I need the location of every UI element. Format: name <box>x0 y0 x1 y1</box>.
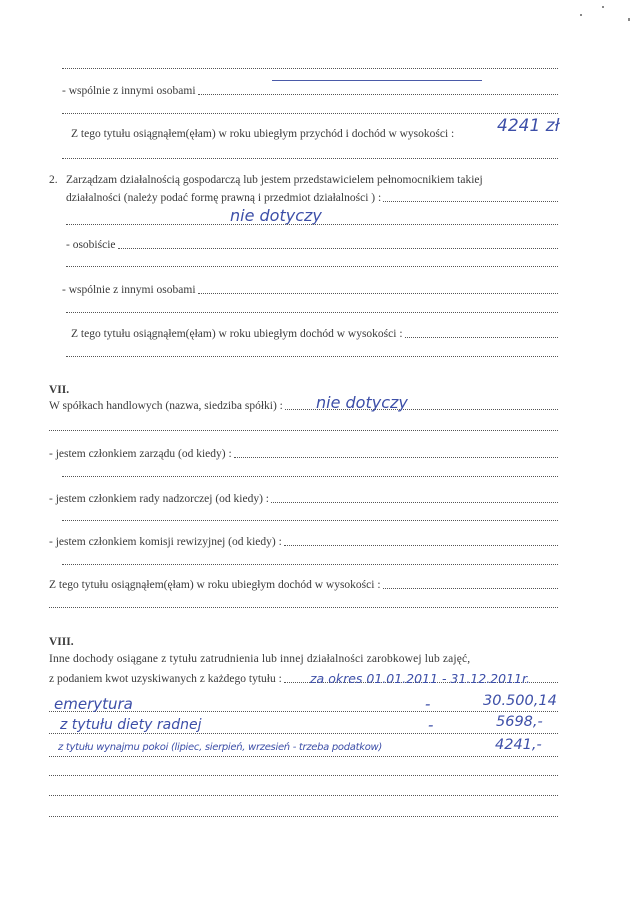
section-heading-vii: VII. <box>49 384 70 396</box>
row-dochod <box>71 327 560 341</box>
row-spolki <box>49 399 560 413</box>
empty-line <box>62 564 558 565</box>
row-rada <box>49 492 560 506</box>
entry-label: emerytura <box>54 695 133 713</box>
entry-amount: 5698,- <box>496 714 543 730</box>
label-spolki: W spółkach handlowych (nazwa, siedziba spółki) : <box>49 400 283 412</box>
section8-line2: z podaniem kwot uzyskiwanych z każdego tytułu : <box>49 673 282 685</box>
section2-row2 <box>66 191 560 205</box>
entry-line <box>49 733 558 734</box>
label-osobiscie: - osobiście <box>66 239 116 251</box>
label-zarzad: - jestem członkiem zarządu (od kiedy) : <box>49 448 232 460</box>
label-przychod: Z tego tytułu osiągnąłem(ęłam) w roku ubiegłym przychód i dochód w wysokości : <box>71 128 455 140</box>
handwritten-nie-dotyczy: nie dotyczy <box>230 206 322 225</box>
section-heading-viii: VIII. <box>49 636 74 648</box>
empty-line <box>62 158 558 159</box>
label-wspolnie: - wspólnie z innymi osobami <box>62 284 196 296</box>
empty-line <box>66 356 558 357</box>
empty-line <box>49 795 558 796</box>
handwritten-nie-dotyczy: nie dotyczy <box>316 393 408 412</box>
empty-line <box>62 476 558 477</box>
entry-amount: 30.500,14 <box>483 693 557 709</box>
empty-line <box>62 113 558 114</box>
empty-line <box>49 816 558 817</box>
scan-speck <box>628 18 630 21</box>
label-dochod: Z tego tytułu osiągnąłem(ęłam) w roku ubiegłym dochód w wysokości : <box>49 579 381 591</box>
row-wspolnie-top <box>62 84 560 98</box>
empty-line <box>66 312 558 313</box>
label-rada: - jestem członkiem rady nadzorczej (od kiedy) : <box>49 493 270 505</box>
entry-label: z tytułu wynajmu pokoi (lipiec, sierpień, wrzesień - trzeba podatkow) <box>58 742 383 753</box>
empty-line <box>62 520 558 521</box>
row-wspolnie <box>62 283 560 297</box>
empty-line <box>49 607 558 608</box>
row-osobiscie <box>66 238 560 252</box>
entry-amount: 4241,- <box>495 737 542 753</box>
item-number: 2. <box>49 174 58 186</box>
row-komisja <box>49 535 560 549</box>
empty-line <box>49 430 558 431</box>
entry-dash: - <box>428 716 434 734</box>
section2-line2: działalności (należy podać formę prawną i przedmiot działalności ) : <box>66 192 382 204</box>
row-dochod-vii <box>49 578 560 592</box>
scan-speck <box>580 14 582 16</box>
section2-line1: Zarządzam działalnością gospodarczą lub jestem przedstawicielem pełnomocnikiem takiej <box>66 174 483 186</box>
empty-line <box>66 224 558 225</box>
handwritten-strike-line <box>272 80 482 81</box>
entry-dash: - <box>425 695 431 713</box>
scan-speck <box>602 6 604 8</box>
empty-line <box>66 266 558 267</box>
label-komisja: - jestem członkiem komisji rewizyjnej (od kiedy) : <box>49 536 282 548</box>
handwritten-period: za okres 01.01.2011 - 31.12.2011r. <box>310 671 530 686</box>
section8-line1: Inne dochody osiągane z tytułu zatrudnienia lub innej działalności zarobkowej lub zajęć, <box>49 653 471 665</box>
entry-label: z tytułu diety radnej <box>60 717 202 733</box>
empty-line <box>49 775 558 776</box>
label-dochod: Z tego tytułu osiągnąłem(ęłam) w roku ubiegłym dochód w wysokości : <box>71 328 403 340</box>
handwritten-amount: 4241 zł <box>497 116 560 136</box>
label-wspolnie: - wspólnie z innymi osobami <box>62 85 196 97</box>
empty-line <box>62 68 558 69</box>
row-zarzad <box>49 447 560 461</box>
entry-line <box>49 756 558 757</box>
